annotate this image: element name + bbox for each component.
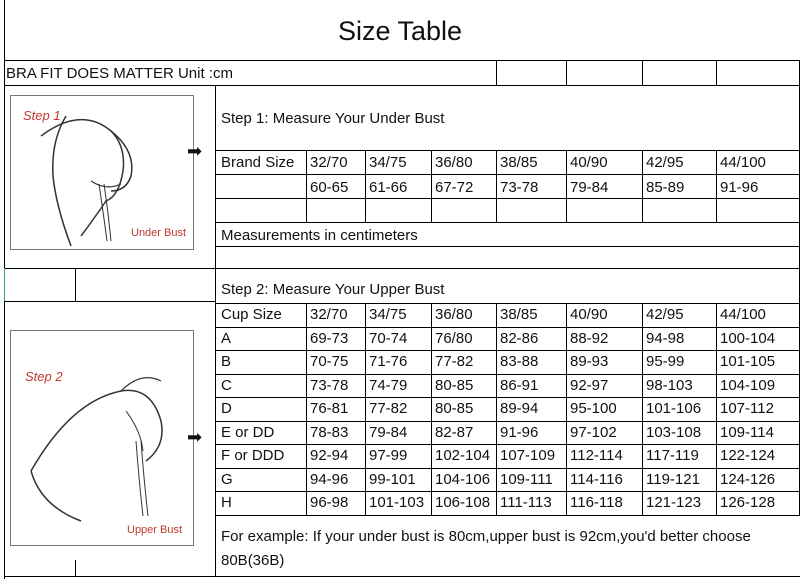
upper-bust-range-cell: 97-99 [369, 447, 408, 464]
grid-line [431, 150, 432, 222]
grid-line [365, 150, 366, 222]
upper-bust-range-cell: 95-100 [570, 400, 617, 417]
grid-line [642, 150, 643, 222]
upper-bust-range-cell: 78-83 [310, 424, 349, 441]
upper-bust-range-cell: 124-126 [720, 471, 776, 488]
upper-bust-range-cell: 76/80 [435, 330, 473, 347]
brand-size-header-cell: 32/70 [310, 306, 348, 323]
upper-bust-range-cell: 69-73 [310, 330, 349, 347]
grid-line [365, 303, 366, 515]
right-arrow-icon: ➡ [187, 427, 203, 447]
grid-line [215, 421, 800, 422]
grid-line [716, 150, 717, 222]
grid-line [306, 303, 307, 515]
under-bust-figure [11, 96, 193, 249]
upper-bust-range-cell: 101-103 [369, 494, 425, 511]
upper-bust-range-cell: 106-108 [435, 494, 491, 511]
grid-line [4, 268, 800, 269]
illustration-under-bust-caption: Under Bust [131, 227, 187, 239]
under-bust-illustration [10, 95, 194, 250]
under-bust-range-cell: 67-72 [435, 179, 474, 196]
brand-size-header-cell: 44/100 [720, 306, 766, 323]
grid-line [642, 60, 643, 85]
grid-line [215, 85, 216, 576]
header-note: BRA FIT DOES MATTER Unit :cm [6, 65, 233, 82]
grid-line [716, 303, 717, 515]
upper-bust-range-cell: 95-99 [646, 353, 685, 370]
upper-bust-range-cell: 70-75 [310, 353, 349, 370]
grid-line [566, 60, 567, 85]
step1-footnote: Measurements in centimeters [221, 227, 418, 244]
upper-bust-range-cell: 109-114 [720, 424, 774, 441]
upper-bust-range-cell: 96-98 [310, 494, 349, 511]
grid-line [431, 303, 432, 515]
cup-size-label: A [221, 330, 232, 347]
brand-size-header-cell: 38/85 [500, 306, 538, 323]
cup-size-label: F or DDD [221, 447, 285, 464]
cup-size-label: B [221, 353, 232, 370]
grid-line [566, 150, 567, 222]
upper-bust-range-cell: 107-109 [500, 447, 556, 464]
upper-bust-range-cell: 80-85 [435, 400, 474, 417]
grid-line [4, 60, 800, 61]
example-note-line2: 80B(36B) [221, 552, 285, 569]
brand-size-cell: 34/75 [369, 154, 407, 171]
grid-line [75, 268, 76, 301]
upper-bust-range-cell: 80-85 [435, 377, 474, 394]
illustration-step1-label: Step 1 [23, 108, 61, 123]
upper-bust-range-cell: 92-94 [310, 447, 349, 464]
brand-size-cell: 44/100 [720, 154, 766, 171]
upper-bust-range-cell: 89-94 [500, 400, 539, 417]
brand-size-header-cell: 36/80 [435, 306, 473, 323]
brand-size-cell: 40/90 [570, 154, 608, 171]
upper-bust-range-cell: 107-112 [720, 400, 774, 417]
upper-bust-range-cell: 111-113 [500, 494, 552, 511]
upper-bust-range-cell: 119-121 [646, 471, 700, 488]
grid-line [215, 350, 800, 351]
upper-bust-range-cell: 79-84 [369, 424, 408, 441]
upper-bust-range-cell: 76-81 [310, 400, 349, 417]
upper-bust-range-cell: 94-98 [646, 330, 685, 347]
grid-line [566, 303, 567, 515]
grid-line [496, 303, 497, 515]
upper-bust-range-cell: 74-79 [369, 377, 408, 394]
upper-bust-range-cell: 109-111 [500, 471, 553, 488]
brand-size-cell: 36/80 [435, 154, 473, 171]
grid-line [215, 246, 800, 247]
upper-bust-range-cell: 97-102 [570, 424, 617, 441]
grid-line [215, 444, 800, 445]
upper-bust-range-cell: 91-96 [500, 424, 539, 441]
grid-line [215, 515, 800, 516]
grid-line [215, 397, 800, 398]
grid-line [215, 150, 800, 151]
grid-line [215, 468, 800, 469]
brand-size-header-cell: 34/75 [369, 306, 407, 323]
upper-bust-range-cell: 70-74 [369, 330, 408, 347]
grid-line [215, 174, 800, 175]
cup-size-label: D [221, 400, 232, 417]
under-bust-range-cell: 73-78 [500, 179, 539, 196]
upper-bust-range-cell: 94-96 [310, 471, 349, 488]
step1-brand-label: Brand Size [221, 154, 295, 171]
upper-bust-range-cell: 102-104 [435, 447, 491, 464]
grid-line [215, 198, 800, 199]
right-arrow-icon: ➡ [187, 141, 203, 161]
grid-line [215, 491, 800, 492]
under-bust-range-cell: 85-89 [646, 179, 685, 196]
brand-size-header-cell: 40/90 [570, 306, 608, 323]
upper-bust-range-cell: 126-128 [720, 494, 776, 511]
upper-bust-range-cell: 82-87 [435, 424, 474, 441]
upper-bust-range-cell: 86-91 [500, 377, 539, 394]
grid-line [4, 301, 216, 302]
upper-bust-range-cell: 104-106 [435, 471, 491, 488]
upper-bust-range-cell: 104-109 [720, 377, 776, 394]
upper-bust-range-cell: 122-124 [720, 447, 776, 464]
under-bust-range-cell: 91-96 [720, 179, 759, 196]
under-bust-range-cell: 61-66 [369, 179, 408, 196]
cup-size-label: G [221, 471, 233, 488]
upper-bust-range-cell: 98-103 [646, 377, 693, 394]
grid-line [306, 150, 307, 222]
upper-bust-range-cell: 71-76 [369, 353, 408, 370]
cup-size-header: Cup Size [221, 306, 282, 323]
step1-heading: Step 1: Measure Your Under Bust [221, 110, 445, 127]
upper-bust-range-cell: 88-92 [570, 330, 609, 347]
grid-line [496, 60, 497, 85]
upper-bust-figure [11, 331, 193, 545]
upper-bust-range-cell: 73-78 [310, 377, 349, 394]
illustration-upper-bust-caption: Upper Bust [127, 524, 183, 536]
cup-size-label: E or DD [221, 424, 275, 441]
under-bust-range-cell: 79-84 [570, 179, 609, 196]
cup-size-label: C [221, 377, 232, 394]
under-bust-range-cell: 60-65 [310, 179, 349, 196]
upper-bust-range-cell: 89-93 [570, 353, 609, 370]
upper-bust-range-cell: 121-123 [646, 494, 702, 511]
upper-bust-range-cell: 83-88 [500, 353, 539, 370]
upper-bust-range-cell: 101-106 [646, 400, 702, 417]
upper-bust-range-cell: 77-82 [435, 353, 474, 370]
upper-bust-range-cell: 99-101 [369, 471, 416, 488]
brand-size-cell: 38/85 [500, 154, 538, 171]
upper-bust-range-cell: 100-104 [720, 330, 776, 347]
grid-line [716, 60, 717, 85]
cup-size-label: H [221, 494, 232, 511]
brand-size-header-cell: 42/95 [646, 306, 684, 323]
upper-bust-range-cell: 117-119 [646, 447, 699, 464]
upper-bust-illustration [10, 330, 194, 546]
illustration-step2-label: Step 2 [25, 369, 63, 384]
grid-line [642, 303, 643, 515]
upper-bust-range-cell: 112-114 [570, 447, 623, 464]
upper-bust-range-cell: 103-108 [646, 424, 702, 441]
grid-line [75, 560, 76, 576]
grid-line [4, 576, 800, 577]
upper-bust-range-cell: 114-116 [570, 471, 623, 488]
upper-bust-range-cell: 92-97 [570, 377, 609, 394]
brand-size-cell: 32/70 [310, 154, 348, 171]
brand-size-cell: 42/95 [646, 154, 684, 171]
grid-line [215, 303, 800, 304]
upper-bust-range-cell: 101-105 [720, 353, 776, 370]
upper-bust-range-cell: 82-86 [500, 330, 539, 347]
grid-line [496, 150, 497, 222]
grid-line [4, 268, 5, 301]
grid-line [215, 327, 800, 328]
page-title: Size Table [337, 16, 463, 46]
grid-line [215, 374, 800, 375]
grid-line [4, 85, 800, 86]
step2-heading: Step 2: Measure Your Upper Bust [221, 281, 445, 298]
grid-line [215, 222, 800, 223]
upper-bust-range-cell: 77-82 [369, 400, 408, 417]
example-note-line1: For example: If your under bust is 80cm,upper bust is 92cm,you'd better choose [221, 528, 751, 545]
upper-bust-range-cell: 116-118 [570, 494, 623, 511]
